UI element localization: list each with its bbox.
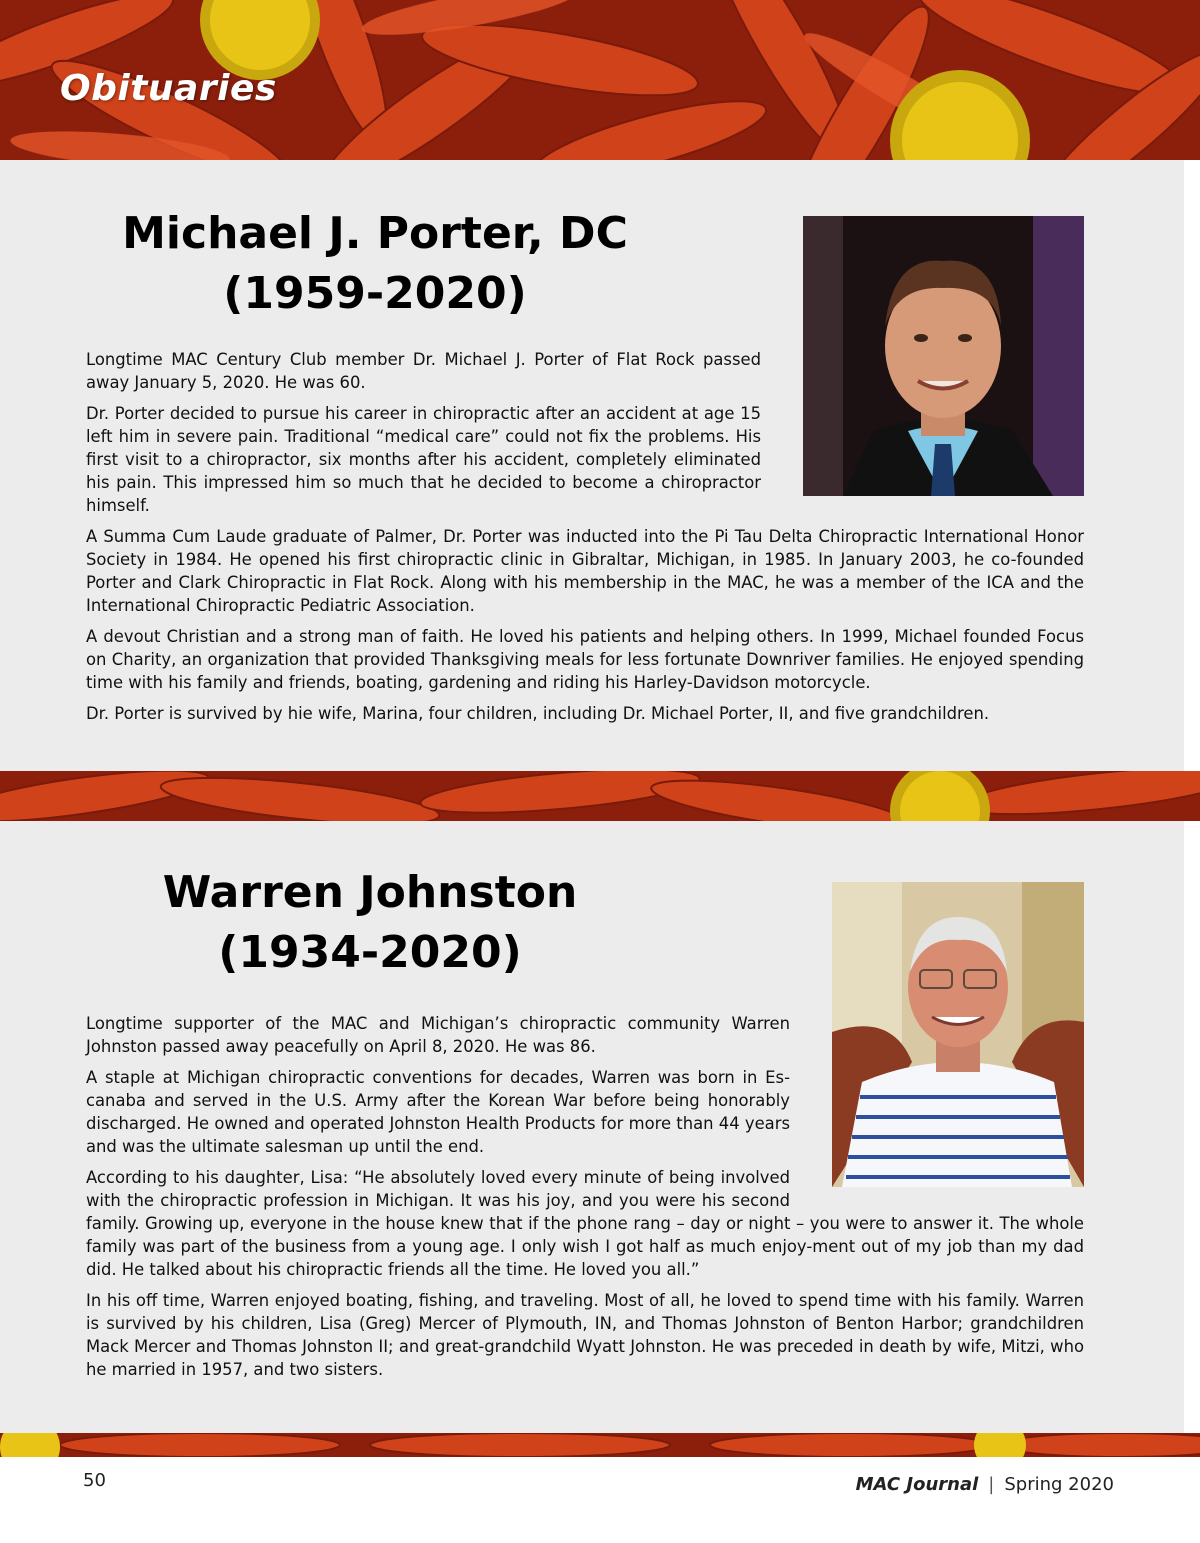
portrait-photo [832, 882, 1084, 1187]
flower-background-image [0, 771, 1200, 821]
obituary-paragraph: A devout Christian and a strong man of faith. He loved his patients and helping others. In 1999, Michael founded Focus on Charity, an organization that provided Thanksgiving meals for less fortunate Downriver families. He enjoyed spending time with his family and friends, boating, gardening and riding his Harley-Davidson motorcycle. [86, 627, 1084, 692]
obituary-years: (1934-2020) [218, 927, 522, 978]
obituary-name: Warren Johnston [162, 867, 578, 918]
footer-credit [856, 1474, 1114, 1495]
issue-date: Spring 2020 [1004, 1474, 1114, 1495]
page-number: 50 [83, 1470, 106, 1491]
footer-separator: | [988, 1474, 995, 1495]
obituary-body [86, 1012, 1084, 1389]
section-title: Obituaries [60, 68, 277, 109]
obituary-card [0, 821, 1184, 1433]
journal-name: MAC Journal [855, 1474, 979, 1495]
obituary-body [86, 348, 1084, 733]
obituary-paragraph: Longtime supporter of the MAC and Michigan’s chiropractic community Warren Johnston passed away peacefully on April 8, 2020. He was 86. [86, 1014, 790, 1056]
obituary-paragraph: Dr. Porter is survived by hie wife, Marina, four children, including Dr. Michael Porter, II, and five grandchildren. [86, 704, 990, 723]
obituary-years: (1959-2020) [223, 268, 527, 319]
obituary-name: Michael J. Porter, DC [122, 208, 628, 259]
obituary-headline [70, 863, 670, 983]
obituary-card [0, 160, 1184, 771]
obituary-paragraph: A Summa Cum Laude graduate of Palmer, Dr. Porter was inducted into the Pi Tau Delta Chiropractic International Honor Society in 1984. He opened his first chiropractic clinic in Gibraltar, Michigan, in 1985. In January 2003, he co-founded Porter and Clark Chiropractic in Flat Rock. Along with his membership in the MAC, he was a member of the ICA and the International Chiropractic Pediatric Association. [86, 527, 1084, 615]
header-flower-banner [0, 0, 1200, 160]
obituary-paragraph: Longtime MAC Century Club member Dr. Michael J. Porter of Flat Rock passed away January 5, 2020. He was 60. [86, 350, 761, 392]
footer-flower-banner [0, 1433, 1200, 1457]
portrait-photo [803, 216, 1084, 496]
obituary-paragraph: In his off time, Warren enjoyed boating, fishing, and traveling. Most of all, he loved to spend time with his family. Warren is survived by his children, Lisa (Greg) Mercer of Plymouth, IN, and Thomas Johnston of Benton Harbor; grandchildren Mack Mercer and Thomas Johnston II; and great-grandchild Wyatt Johnston. He was preceded in death by wife, Mitzi, who he married in 1957, and two sisters. [86, 1291, 1084, 1379]
obituary-paragraph: A staple at Michigan chiropractic conventions for decades, Warren was born in Es-canaba and served in the U.S. Army after the Korean War before being honorably discharged. He owned and operated Johnston Health Products for more than 44 years and was the ultimate salesman up until the end. [86, 1068, 790, 1156]
divider-flower-banner [0, 771, 1200, 821]
obituary-paragraph: According to his daughter, Lisa: “He absolutely loved every minute of being involved with the chiropractic profession in Michigan. It was his joy, and you were his second family. Growing up, everyone in the house knew that if the phone rang – day or night – you were to answer it. The whole family was part of the business from a young age. I only wish I got half as much enjoy-ment out of my job than my dad did. He talked about his chiropractic friends all the time. He loved you all.” [86, 1168, 1084, 1279]
flower-background-image [0, 1433, 1200, 1457]
obituary-paragraph: Dr. Porter decided to pursue his career in chiropractic after an accident at age 15 left him in severe pain. Traditional “medical care” could not fix the problems. His first visit to a chiropractor, six months after his accident, completely eliminated his pain. This impressed him so much that he decided to become a chiropractor himself. [86, 404, 761, 515]
obituary-headline [70, 204, 680, 324]
